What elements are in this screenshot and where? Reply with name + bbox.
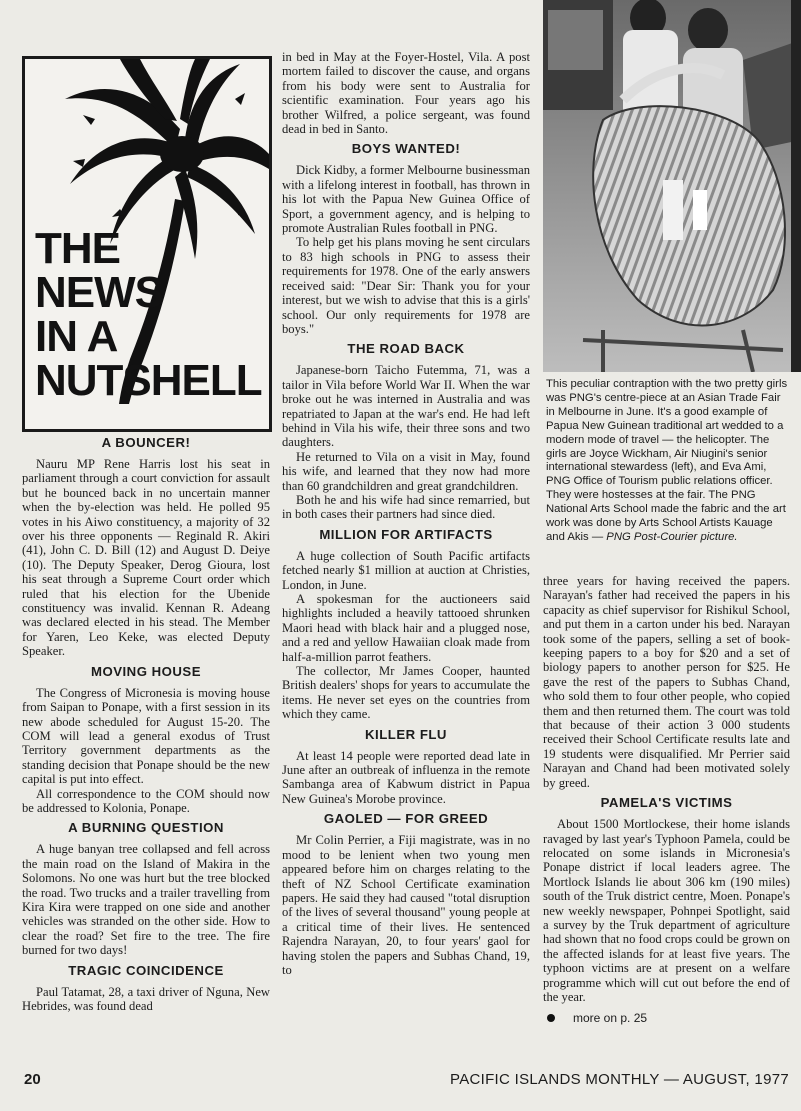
photo-image — [543, 0, 801, 372]
article-paragraph: A huge collection of South Pacific artifacts fetched nearly $1 million at auction at Christies, London, in June. — [282, 548, 530, 592]
article-paragraph: A spokesman for the auctioneers said highlights included a heavily tattooed shrunken Maori head with black hair and a plugged nose, and a red and yellow Hawaiian cloak made from half-a-million parrot feathers. — [282, 592, 530, 664]
article-paragraph: He returned to Vila on a visit in May, found his wife, and learned that they now had more than 60 grandchildren and great grandchildren. — [282, 449, 530, 493]
column-1 — [22, 430, 270, 1013]
article-paragraph: Dick Kidby, a former Melbourne businessman with a lifelong interest in football, has thrown in his lot with the Papua New Guinea Office of Sport, a government agency, and is helping to promote Australian Rules football in PNG. — [282, 163, 530, 236]
headline-gaoled-for-greed: GAOLED — FOR GREED — [323, 811, 489, 827]
column-3 — [543, 574, 790, 1025]
bullet-dot-icon — [547, 1014, 555, 1022]
article-paragraph: in bed in May at the Foyer-Hostel, Vila. A post mortem failed to discover the cause, and organs from his body were sent to Australia for scientific examination. Four years ago his brother Wilfred, a police sergeant, was found dead in bed in Santo. — [282, 50, 530, 137]
headline-tragic-coincidence: TRAGIC COINCIDENCE — [68, 962, 224, 978]
masthead-box — [22, 56, 272, 432]
photo-helicopter-girls — [543, 0, 801, 372]
masthead-line: NUTSHELL — [35, 356, 262, 405]
caption-text: This peculiar contraption with the two pretty girls was PNG's centre-piece at an Asian Trade Fair in Melbourne in June. It's a good example of Papua New Guinean traditional art wedded to a modern mode of travel — the helicopter. The girls are Joyce Wickham, Air Niugini's senior international stewardess (left), and Eva Ami, PNG Office of Tourism public relations officer. They were hostesses at the fair. The PNG National Arts School made the fabric and the art work was done by Arts School Artists Kauage and Akis — — [546, 378, 788, 543]
headline-million-for-artifacts: MILLION FOR ARTIFACTS — [319, 526, 493, 542]
page-number: 20 — [24, 1071, 41, 1088]
page-footer — [24, 1071, 789, 1095]
photo-caption — [546, 378, 790, 545]
article-paragraph: The collector, Mr James Cooper, haunted British dealers' shops for years to accumulate the items. He never set eyes on the countries from which they came. — [282, 664, 530, 722]
article-paragraph: three years for having received the papers. Narayan's father had received the papers in his capacity as chief supervisor for Rishikul School, and put them in a carton under his bed. Narayan took some of the papers, selling a set of book-keeping papers to a boy for $20 and a set of biology papers to another person for $25. He gave the rest of the papers to Subhas Chand, who sold them to four other people, who copied them and then returned them. The court was told that because of their action 3 000 students received their School Certificate results late and 19 students were disqualified. Mr Perrier said Narayan and Chand had been motivated solely by greed. — [543, 574, 790, 790]
headline-a-burning-question: A BURNING QUESTION — [68, 820, 224, 836]
headline-killer-flu: KILLER FLU — [365, 726, 447, 742]
photo-credit: PNG Post-Courier picture. — [606, 530, 738, 543]
masthead-line: IN A — [35, 312, 118, 361]
article-paragraph: Both he and his wife had since remarried, but in both cases their partners had since died. — [282, 492, 530, 522]
article-paragraph: A huge banyan tree collapsed and fell across the main road on the Island of Makira in the Solomons. No one was hurt but the tree blocked the road. Two trucks and a trailer travelling from Kira Kira were trapped on one side and another vehicles was stranded on the other side. How to clear the road? Set fire to the tree. The fire burned for two days! — [22, 842, 270, 958]
article-paragraph: At least 14 people were reported dead late in June after an outbreak of influenza in the remote Sambanga area of Kabwum district in Papua New Guinea's Morobe province. — [282, 748, 530, 806]
article-paragraph: Paul Tatamat, 28, a taxi driver of Nguna, New Hebrides, was found dead — [22, 984, 270, 1013]
headline-moving-house: MOVING HOUSE — [90, 663, 202, 679]
headline-pamelas-victims: PAMELA'S VICTIMS — [600, 795, 733, 811]
article-paragraph: All correspondence to the COM should now be addressed to Kolonia, Ponape. — [22, 786, 270, 815]
article-paragraph: To help get his plans moving he sent circulars to 83 high schools in PNG to assess their requirements for 1978. One of the early answers received said: "Dear Sir: Thank you for your interest, but we wish to advise that this is a girls' school. Our only requirements for 1978 are boys." — [282, 235, 530, 336]
headline-the-road-back: THE ROAD BACK — [347, 341, 465, 357]
article-paragraph: Nauru MP Rene Harris lost his seat in parliament through a court conviction for assault but he bounced back in no uncertain manner when the by-election was held. He polled 95 votes in his Aiwo constituency, a majority of 32 over his three opponents — Reginald R. Akiri (41), John C. D. Bill (12) and August D. Deiye (10). The Deputy Speaker, Derog Gioura, lost his seat through a Supreme Court order which ruled that his election for the Ubenide constituency was invalid. Kennan R. Adeang was declared elected in his stead. The Member for Yaren, Leo Keke, was elected Deputy Speaker. — [22, 457, 270, 659]
continued-link: more on p. 25 — [573, 1011, 648, 1026]
article-paragraph: Japanese-born Taicho Futemma, 71, was a tailor in Vila before World War II. When the war broke out he was interned in Australia and was repatriated to Japan at the war's end. He had left behind in Vila his wife, their three sons and two daughters. — [282, 363, 530, 450]
headline-a-bouncer: A BOUNCER! — [101, 435, 191, 450]
masthead-line: NEWS — [35, 268, 163, 317]
continued-note — [543, 1011, 790, 1025]
article-paragraph: Mr Colin Perrier, a Fiji magistrate, was in no mood to be lenient when two young men appeared before him on charges relating to the theft of NZ School Certificate examination papers. He said they had caused "total disruption of the lives of several thousand" young people at a critical time of their lives. He sentenced Rajendra Narayan, 20, to four years' gaol for having stolen the papers and Subhas Chand, 19, to — [282, 833, 530, 977]
masthead-title — [35, 224, 262, 405]
magazine-title: PACIFIC ISLANDS MONTHLY — AUGUST, 1977 — [450, 1071, 789, 1088]
article-paragraph: About 1500 Mortlockese, their home islands ravaged by last year's Typhoon Pamela, could be relocated on some islands in Micronesia's Ponape district if local leaders agree. The Mortlock Islands lie about 306 km (190 miles) south of the Truk district centre, Moen. Ponape's new weekly newspaper, Pohnpei Spotlight, said a survey by the Truk department of agriculture had shown that no food crops could be grown on the affected islands for at least five years. The typhoon victims are at present on a welfare programme which will cut out before the end of the year. — [543, 817, 790, 1004]
article-paragraph: The Congress of Micronesia is moving house from Saipan to Ponape, with a first session in its new abode scheduled for August 15-20. The COM will lead a general exodus of Trust Territory government departments as the standing decision that Ponape should be the new capital is put into effect. — [22, 685, 270, 787]
masthead-line: THE — [35, 224, 120, 273]
headline-boys-wanted: BOYS WANTED! — [351, 141, 461, 157]
column-2 — [282, 50, 530, 977]
